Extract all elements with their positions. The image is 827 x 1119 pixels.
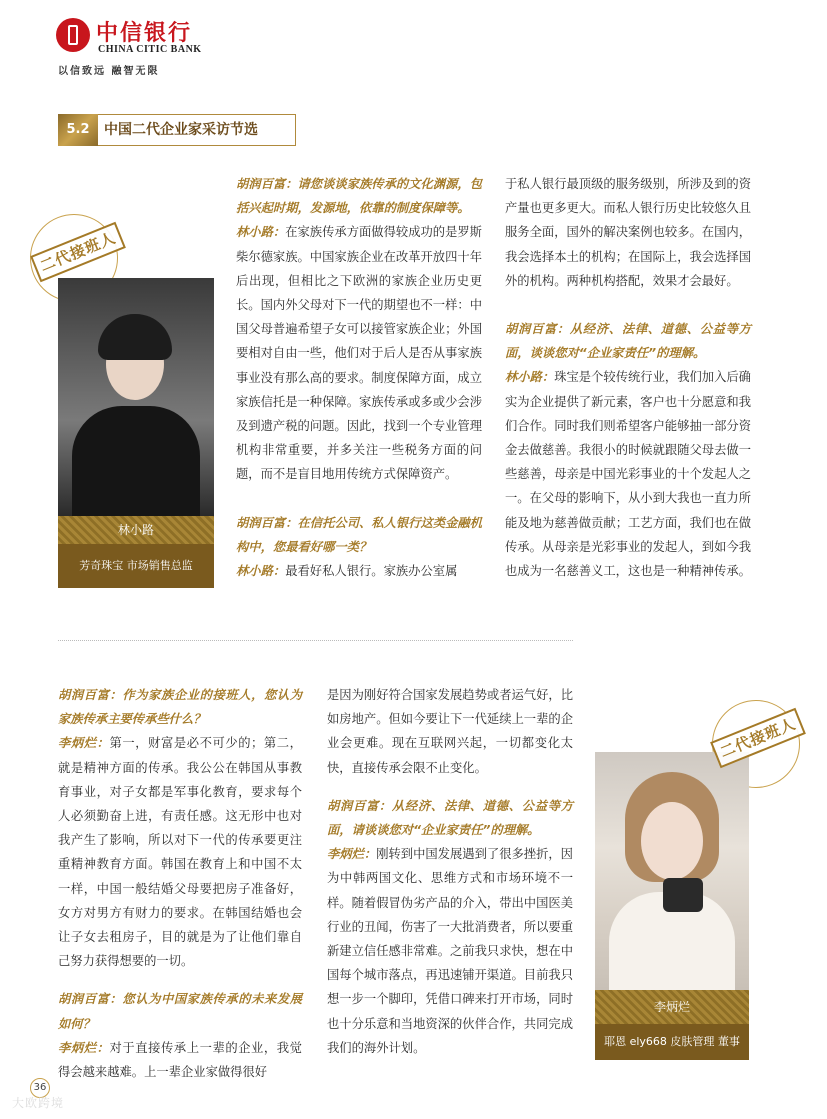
question: 胡润百富：从经济、法律、道德、公益等方面，谈谈您对“企业家责任”的理解。 [505, 322, 751, 361]
portrait-photo-2 [595, 752, 749, 990]
answer-text: 是因为刚好符合国家发展趋势或者运气好，比如房地产。但如今要让下一代延续上一辈的企业会更难。现在互联网兴起，一切都变化太快，直接传承会限不止变化。 [327, 688, 573, 775]
answer-speaker: 李炳烂： [327, 847, 377, 862]
answer-speaker: 李炳烂： [58, 1040, 110, 1055]
answer-text: 刚转到中国发展遇到了很多挫折，因为中韩两国文化、思维方式和市场环境不一样。随着假冒伪劣产品的介入，带出中国医美行业的丑闻，伤害了一大批消费者，所以要重新建立信任感非常难。之前我只求快，想在中国每个城市落点，再迅速铺开渠道。目前我只想一步一个脚印，凭借口碑来打开市场，同时也十分乐意和当地资深的伙伴合作，共同完成我们的海外计划。 [327, 847, 573, 1055]
answer [58, 731, 302, 973]
product-jar [663, 878, 703, 912]
profile-title: 耶恩 ely668 皮肤管理 董事 [595, 1024, 749, 1060]
answer-text: 最看好私人银行。家族办公室属 [285, 564, 458, 579]
answer [327, 842, 573, 1060]
portrait-face [641, 802, 703, 880]
portrait-hair [98, 314, 172, 360]
section-title: 中国二代企业家采访节选 [104, 122, 258, 138]
answer-text: 珠宝是个较传统行业，我们加入后确实为企业提供了新元素，客户也十分愿意和我们合作。同时我们则希望客户能够抽一部分资金去做慈善。我很小的时候就跟随父母去做一些慈善，母亲是中国光彩事业的十个发起人之一。在父母的影响下，从小到大我也一直力所能及地为慈善做贡献；工艺方面，我们也在做传承。从母亲是光彩事业的发起人，到如今我也成为一名慈善义工，这也是一种精神传承。 [505, 370, 751, 579]
watermark-text: 大欧跨境 [12, 1096, 65, 1110]
question: 胡润百富：从经济、法律、道德、公益等方面，请谈谈您对“企业家责任”的理解。 [327, 798, 573, 838]
profile-title: 芳奇珠宝 市场销售总监 [58, 544, 214, 588]
successor-stamp: 二代接班人 [30, 222, 126, 282]
answer [236, 220, 482, 486]
answer-text: 在家族传承方面做得较成功的是罗斯柴尔德家族。中国家族企业在改革开放四十年后出现，但相比之下欧洲的家族企业历史更长。国内外父母对下一代的期望也不一样：中国父母普遍希望子女可以接管家族企业；外国要相对自由一些，他们对于后人是否从事家族事业没有那么高的要求。制度保障方面，成立家族信托是一种保障。家族传承或多或少会涉及到遗产税的问题。因此，找到一个专业管理机构非常重要，并多关注一些税务方面的问题，而不是盲目地用传统方式保障资产。 [236, 225, 482, 482]
answer [58, 1036, 302, 1084]
interview1-column1 [236, 172, 482, 583]
profile-name: 林小路 [58, 516, 214, 544]
bank-slogan: 以信致远 融智无限 [58, 66, 160, 77]
answer-speaker: 林小路： [236, 225, 286, 240]
answer-text: 对于直接传承上一辈的企业，我觉得会越来越难。上一辈企业家做得很好 [58, 1040, 302, 1080]
portrait-body [72, 406, 200, 516]
answer-speaker: 林小路： [505, 370, 555, 385]
question: 胡润百富：请您谈谈家族传承的文化渊源，包括兴起时期，发源地，依靠的制度保障等。 [236, 177, 482, 216]
answer-speaker: 李炳烂： [58, 736, 110, 751]
answer [236, 559, 482, 583]
answer-speaker: 林小路： [236, 564, 286, 579]
section-divider [58, 640, 573, 641]
answer [505, 365, 751, 583]
page-number: 36 [30, 1078, 50, 1098]
answer-text: 于私人银行最顶级的服务级别，所涉及到的资产量也更多更大。而私人银行历史比较悠久且服务全面，国外的解决案例也较多。在国内，我会选择本土的机构；在国际上，我会选择国外的机构。两种机构搭配，效果才会最好。 [505, 177, 751, 288]
successor-stamp: 二代接班人 [710, 708, 806, 768]
answer-text: 第一，财富是必不可少的；第二，就是精神方面的传承。我公公在韩国从事教育事业，对子女都是军事化教育，要求每个人必须勤奋上进，有责任感。这无形中也对我产生了影响，所以对下一代的传承要更注重精神教育方面。韩国在教育上和中国不太一样，中国一般结婚父母要把房子准备好，女方对男方有财力的要求。在韩国结婚也会让子女去租房子，目的就是为了让他们靠自己努力获得想要的一切。 [58, 736, 302, 969]
section-number: 5.2 [58, 114, 98, 146]
bank-name-en: CHINA CITIC BANK [98, 44, 202, 55]
profile-name: 李炳烂 [595, 990, 749, 1024]
interview2-column2 [327, 683, 573, 1060]
bank-logo-icon [56, 18, 90, 52]
question: 胡润百富：在信托公司、私人银行这类金融机构中，您最看好哪一类？ [236, 515, 482, 554]
interview2-column1 [58, 683, 302, 1084]
bank-name-cn: 中信银行 [96, 20, 193, 46]
question: 胡润百富：作为家族企业的接班人，您认为家族传承主要传承些什么？ [58, 688, 302, 727]
portrait-photo-1 [58, 278, 214, 516]
interview1-column2 [505, 172, 751, 583]
question: 胡润百富：您认为中国家族传承的未来发展如何？ [58, 992, 302, 1031]
